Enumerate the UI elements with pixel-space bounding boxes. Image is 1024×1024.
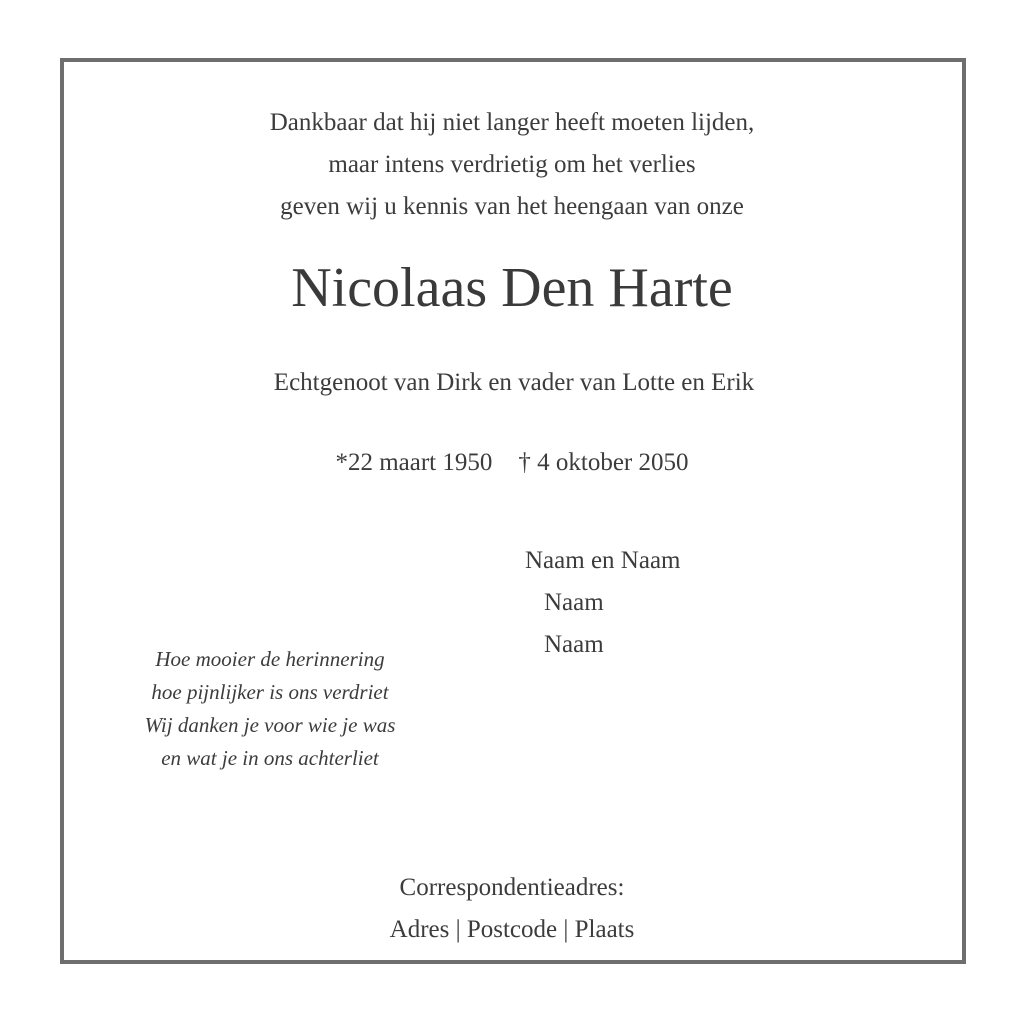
family-line: Naam en Naam [525,547,681,574]
intro-line: Dankbaar dat hij niet langer heeft moeten lijden, [269,109,755,136]
correspondence-label: Correspondentieadres: [399,874,625,901]
birth-date: *22 maart 1950 [335,449,493,476]
family-line: Naam [544,631,604,658]
poem-line: en wat je in ons achterliet [161,746,379,770]
poem-line: Hoe mooier de herinnering [155,647,385,671]
family-names [525,540,680,666]
poem-line: Wij danken je voor wie je was [144,713,396,737]
intro-line: maar intens verdrietig om het verlies [328,151,696,178]
death-date: † 4 oktober 2050 [518,449,689,476]
intro-line: geven wij u kennis van het heengaan van onze [280,193,744,220]
life-dates [0,446,1024,480]
family-line: Naam [544,589,604,616]
correspondence-address: Adres | Postcode | Plaats [389,916,635,943]
memorial-poem [110,643,430,775]
intro-text [0,102,1024,228]
poem-line: hoe pijnlijker is ons verdriet [151,680,389,704]
correspondence-block [0,867,1024,951]
deceased-name: Nicolaas Den Harte [291,257,733,319]
relation-text: Echtgenoot van Dirk en vader van Lotte en Erik [273,369,755,396]
